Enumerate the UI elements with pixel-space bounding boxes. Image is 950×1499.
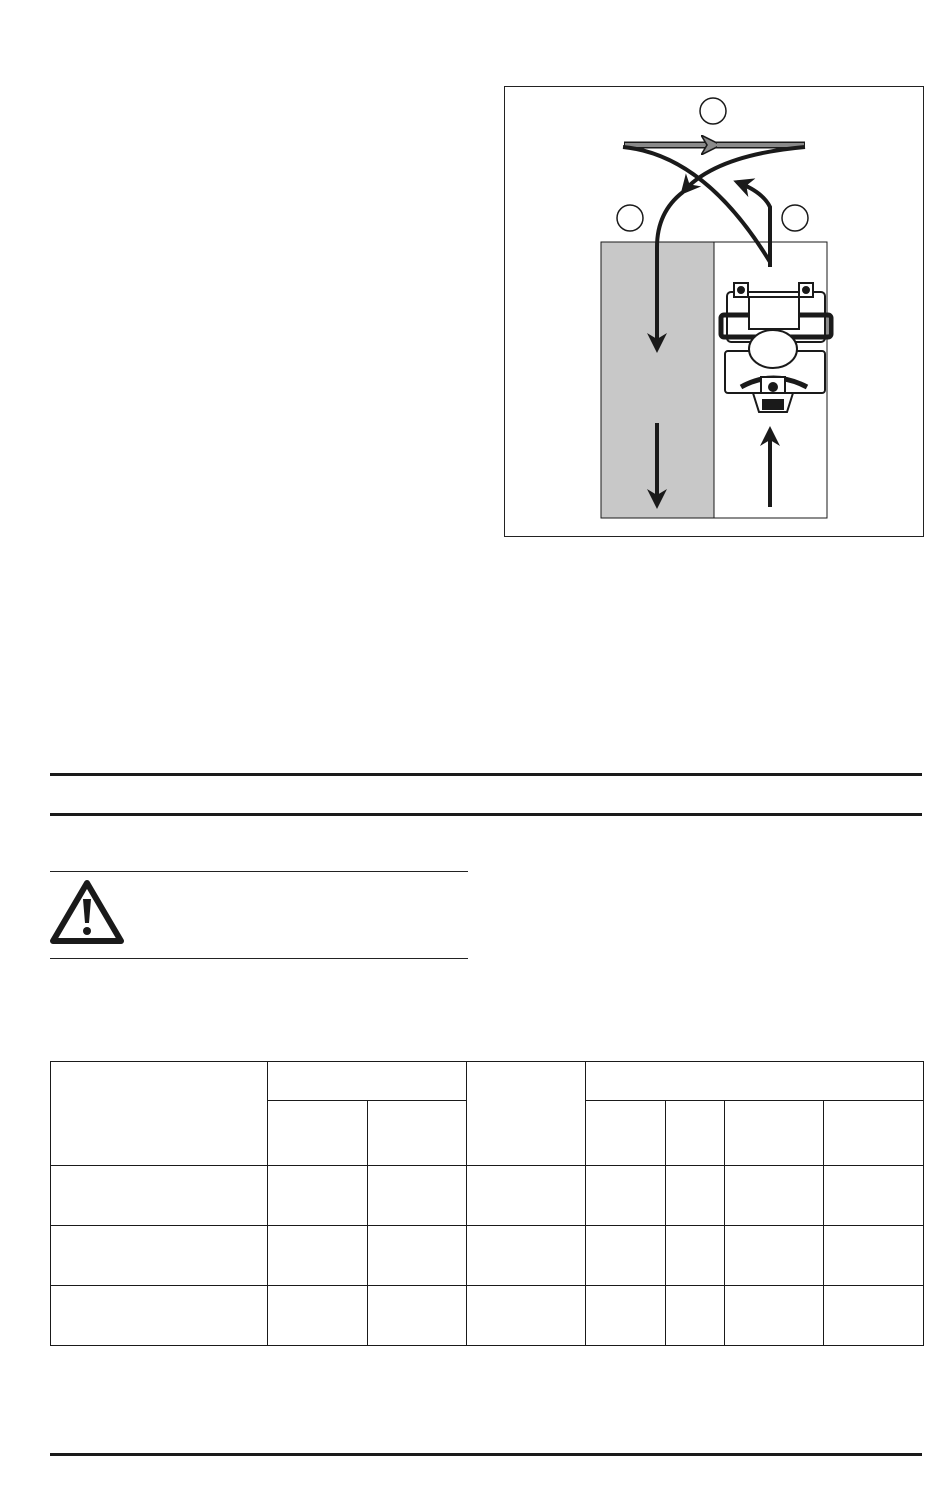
table-cell — [368, 1166, 467, 1226]
table-header-cell — [467, 1062, 586, 1166]
table-subheader-cell — [368, 1101, 467, 1166]
table-cell — [368, 1286, 467, 1346]
callout-circle-right — [782, 205, 808, 231]
table-cell — [725, 1166, 824, 1226]
table-cell — [586, 1226, 666, 1286]
table-header-cell — [51, 1062, 268, 1166]
table-cell — [51, 1166, 268, 1226]
table-cell — [586, 1166, 666, 1226]
table-subheader-cell — [725, 1101, 824, 1166]
callout-circle-top — [700, 98, 726, 124]
table-cell — [824, 1226, 924, 1286]
table-cell — [467, 1286, 586, 1346]
table-row — [51, 1166, 924, 1226]
table-cell — [666, 1166, 725, 1226]
table-cell — [268, 1286, 368, 1346]
table-header-cell — [586, 1062, 924, 1101]
table-cell — [725, 1286, 824, 1346]
table-row — [51, 1286, 924, 1346]
table-cell — [51, 1286, 268, 1346]
mowing-pattern-diagram — [505, 87, 925, 538]
footer-rule — [50, 1453, 922, 1456]
table-cell — [51, 1226, 268, 1286]
table-cell — [268, 1166, 368, 1226]
table-cell — [824, 1166, 924, 1226]
table-cell — [368, 1226, 467, 1286]
table-cell — [467, 1226, 586, 1286]
warning-box-top-rule — [50, 871, 468, 872]
section-rule-top — [50, 773, 922, 776]
table-header-cell — [268, 1062, 467, 1101]
table-subheader-cell — [268, 1101, 368, 1166]
table-cell — [666, 1286, 725, 1346]
warning-triangle-icon — [50, 879, 124, 945]
table-cell — [824, 1286, 924, 1346]
table-subheader-cell — [666, 1101, 725, 1166]
table-cell — [725, 1226, 824, 1286]
table-cell — [586, 1286, 666, 1346]
spec-table — [50, 1061, 924, 1346]
mowing-pattern-figure — [504, 86, 924, 537]
table-subheader-cell — [824, 1101, 924, 1166]
table-row — [51, 1226, 924, 1286]
table-cell — [666, 1226, 725, 1286]
warning-box-bottom-rule — [50, 958, 468, 959]
table-subheader-cell — [586, 1101, 666, 1166]
section-rule-bottom — [50, 813, 922, 816]
callout-circle-left — [617, 205, 643, 231]
table-cell — [268, 1226, 368, 1286]
table-cell — [467, 1166, 586, 1226]
